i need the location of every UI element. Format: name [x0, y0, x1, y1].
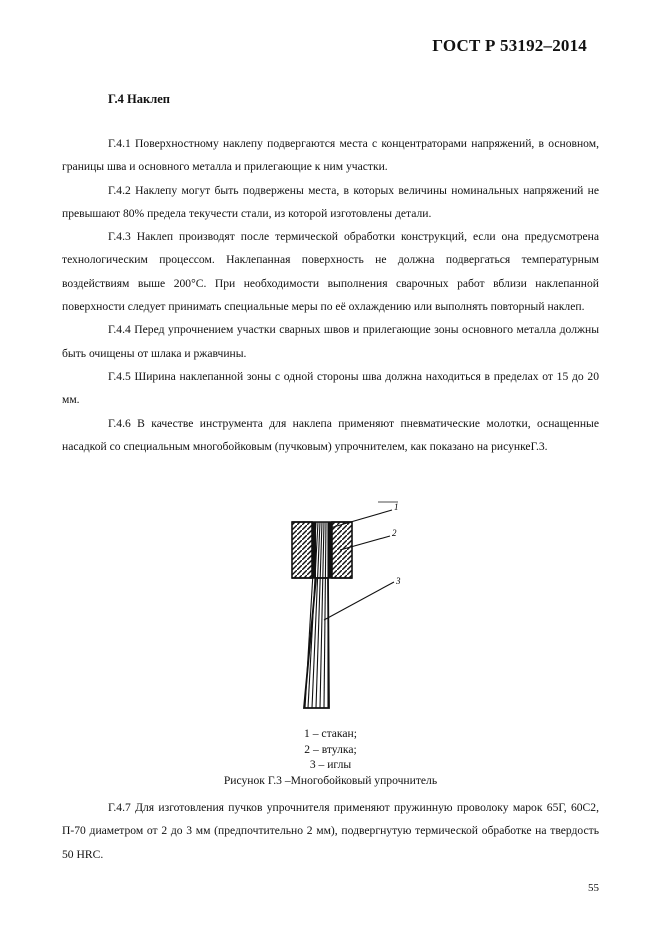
page-number: 55 [588, 882, 599, 894]
figure-multi-striker-hardener [282, 500, 412, 720]
callout-2: 2 [392, 528, 397, 538]
hardener-drawing [282, 500, 412, 720]
section-title: Г.4 Наклеп [108, 92, 170, 106]
paragraph-g47: Г.4.7 Для изготовления пучков упрочнителя применяют пружинную проволоку марок 65Г, 60С2, П-70 диаметром от 2 до 3 мм (предпочтительно 2 мм), подвергнутую термической обработке на твердость 50 HRC. [62, 801, 599, 861]
paragraph-g44: Г.4.4 Перед упрочнением участки сварных швов и прилегающие зоны основного металла должны быть очищены от шлака и ржавчины. [62, 323, 599, 360]
figure-caption-block [0, 726, 661, 788]
paragraph-g42: Г.4.2 Наклепу могут быть подвержены места, в которых величины номинальных напряжений не превышают 80% предела текучести стали, из которой изготовлены детали. [62, 183, 599, 220]
body-text-continued [62, 796, 599, 866]
bushing-right [328, 522, 332, 578]
paragraph-g43: Г.4.3 Наклеп производят после термической обработки конструкций, если она предусмотрена технологическим процессом. Наклепанная поверхность не должна подвергаться температурным воздействиям выше 200°С. При необходимости выполнения сварочных работ вблизи наклепанной поверхности следует принимать специальные меры по её охлаждению или выполнять повторный наклеп. [62, 230, 599, 314]
body-text [62, 132, 599, 458]
paragraph-g41: Г.4.1 Поверхностному наклепу подвергаются места с концентраторами напряжений, в основном, границы шва и основного металла и прилегающие к ним участки. [62, 137, 599, 174]
figure-caption: Рисунок Г.3 –Многобойковый упрочнитель [223, 773, 438, 787]
cup-left-wall [292, 522, 312, 578]
document-header: ГОСТ Р 53192–2014 [432, 36, 587, 55]
legend-item-3: 3 – иглы [309, 758, 352, 771]
callout-3: 3 [396, 576, 401, 586]
paragraph-g46: Г.4.6 В качестве инструмента для наклепа применяют пневматические молотки, оснащенные насадкой со специальным многобойковым (пучковым) упрочнителем, как показано на рисункеГ.3. [62, 416, 599, 453]
legend-item-1: 1 – стакан; [304, 727, 357, 740]
legend-item-2: 2 – втулка; [304, 742, 357, 756]
paragraph-g45: Г.4.5 Ширина наклепанной зоны с одной стороны шва должна находиться в пределах от 15 до 20 мм. [62, 369, 599, 407]
leader-3 [324, 582, 394, 620]
callout-1: 1 [394, 502, 399, 512]
leader-1 [330, 510, 392, 528]
